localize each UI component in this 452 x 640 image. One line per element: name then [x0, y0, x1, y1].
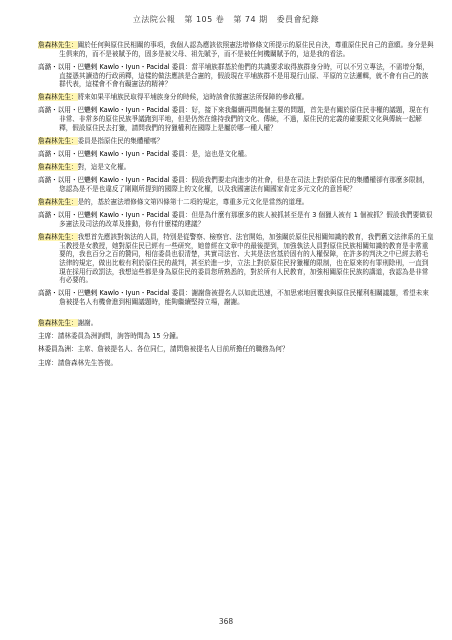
- speech-text: 關於任何與原住民相關的事項，我個人認為應該依照憲法增修條文所提示的原住民自決，尊重原住民自己的意願。身分是與生俱來的，而不是被賦予的，固多是被父母、祖先賦予，而不是被任何機關賦予的，這是我的看法。: [59, 41, 434, 58]
- speaker-name: 主席：: [38, 358, 58, 367]
- speech-text: 委員是指原住民的集體權嗎？: [77, 136, 164, 145]
- speaker-name: 詹森林先生：: [38, 232, 78, 241]
- transcript-paragraph: [38, 359, 434, 368]
- transcript-paragraph: [38, 289, 434, 306]
- speaker-name: 高潞・以用・巴魕剌 Kawlo・Iyun・Pacidal 委員：: [38, 289, 192, 298]
- transcript-paragraph: [38, 176, 434, 193]
- speaker-name: 高潞・以用・巴魕剌 Kawlo・Iyun・Pacidal 委員：: [38, 106, 192, 115]
- speaker-name: 詹森林先生：: [38, 41, 78, 49]
- speaker-name: 詹森林先生：: [38, 163, 78, 172]
- transcript-paragraph: [38, 198, 434, 207]
- publication-title: 立法院公報: [132, 15, 176, 24]
- speaker-name: 詹森林先生：: [38, 93, 78, 102]
- speaker-name: 主席：: [38, 332, 58, 341]
- volume-number: 第 105 卷: [184, 15, 225, 24]
- transcript-paragraph: [38, 211, 434, 228]
- transcript-paragraph: [38, 319, 434, 328]
- transcript-paragraph: [38, 345, 434, 354]
- speech-text: 我想首先應該對執法的人員，特別是從警察、檢察官、法官開始，加強關於原住民相關知識的教育，我們舊文法律系的王皇玉教授是女教授，她對原住民已經有一些研究，她曾經在文章中的最後提到，加強執法人員對原住民族相關知識的教育是非常重要的，我也百分之百的贊同，相信委員也很清楚，其實司法官、大其是法官基於固有的人權保障，在許多的判決之中已經去將毛法律的規定，做出比較有利於原住民的裁判，甚至於進一步，立法上對於原住民狩獵權的限制，也在原來的有罪刑除刑，一直到現在採用行政罰法，我想這些都是身為原住民的委員您所熟悉的，對於所有人民教育，加強相關原住民族的講道，我認為是非常有必要的。: [59, 232, 434, 285]
- speaker-name: 詹森林先生：: [38, 136, 78, 145]
- transcript-body: [38, 41, 434, 372]
- speech-text: 是的，基於憲法增修條文第四條第十二項的規定，尊重多元文化是當然的道理。: [77, 197, 309, 206]
- speaker-name: 高潞・以用・巴魕剌 Kawlo・Iyun・Pacidal 委員：: [38, 149, 192, 158]
- page-header: [0, 14, 452, 25]
- transcript-paragraph: [38, 93, 434, 102]
- speaker-name: 高潞・以用・巴魕剌 Kawlo・Iyun・Pacidal 委員：: [38, 62, 192, 71]
- speech-text: 謝謝。: [77, 319, 98, 328]
- speech-text: 好，接下來我繼續再問幾個主要的問題，首先是有關於原住民非權的議題，現在有非常、非常多的原住民族爭議跑到平地，但是仍然在維持我們的文化、傳統，不過，原住民的定義的確要跟文化與傳統一起解釋，假設原住民去打獵，請問我們的狩獵權利在國際上是屬於哪一種人權？: [59, 106, 429, 132]
- speech-text: 當平埔族群基於他們的共識要求取得族群身分時，可以不另立專法，不需增分類，直接憑其讀造的行政函釋，這樣的做法應該是合憲的，假設現在平埔族群不是用現行山原、平原的立法邏輯，就不會有自己的族群代表，這樣會不會有礙憲法的精神？: [59, 62, 429, 89]
- transcript-paragraph: [38, 163, 434, 172]
- speech-text: 請詹森林先生答復。: [57, 358, 118, 367]
- issue-number: 第 74 期: [233, 15, 268, 24]
- paragraph-spacer: [38, 311, 434, 319]
- speech-text: 但是為什麼有那麼多的族人被抓甚至是有 3 個獵人被有 1 個被抓？假設我們要做很多憲法及司法的改革及推動，你有什麼樣的建議？: [59, 211, 433, 228]
- transcript-paragraph: [38, 41, 434, 58]
- speech-text: 是，這也是文化權。: [191, 149, 251, 158]
- transcript-paragraph: [38, 63, 434, 89]
- speaker-name: 高潞・以用・巴魕剌 Kawlo・Iyun・Pacidal 委員：: [38, 211, 192, 220]
- section-title: 委員會紀錄: [276, 15, 320, 24]
- speaker-name: 詹森林先生：: [38, 319, 78, 328]
- speech-text: 對，這是文化權。: [77, 163, 131, 172]
- speech-text: 將來如果平埔族民取得平埔族身分的時候，這時該會依據憲法所保障的參政權。: [77, 93, 309, 102]
- speaker-name: 詹森林先生：: [38, 197, 78, 206]
- speaker-name: 林委員為洲：: [38, 345, 78, 354]
- speaker-name: 高潞・以用・巴魕剌 Kawlo・Iyun・Pacidal 委員：: [38, 176, 192, 185]
- transcript-paragraph: [38, 332, 434, 341]
- speech-text: 假設我們要走向進步的社會，但是在司法上對於原住民的集體權卻有那麼多限制，您認為是不是也違反了剛剛所提到的國際上的文化權，以及我國憲法有關國家肯定多元文化的意旨呢？: [59, 176, 429, 193]
- speech-text: 主席、詹被提名人、各位同仁，請問詹被提名人目前所擔任的職務為何？: [77, 345, 289, 354]
- speech-text: 謝謝詹被提名人以如此迅速，不加思索地回覆我與原住民權利相關議題，希望未來詹被提名人有機會進到相關議題時，能夠繼續堅持立場，謝謝。: [59, 289, 429, 307]
- transcript-paragraph: [38, 106, 434, 132]
- transcript-paragraph: [38, 150, 434, 159]
- transcript-paragraph: [38, 137, 434, 146]
- page-number: 368: [218, 617, 234, 626]
- transcript-paragraph: [38, 233, 434, 285]
- speech-text: 請林委員為洲詢問，詢答時間為 15 分鐘。: [57, 332, 183, 341]
